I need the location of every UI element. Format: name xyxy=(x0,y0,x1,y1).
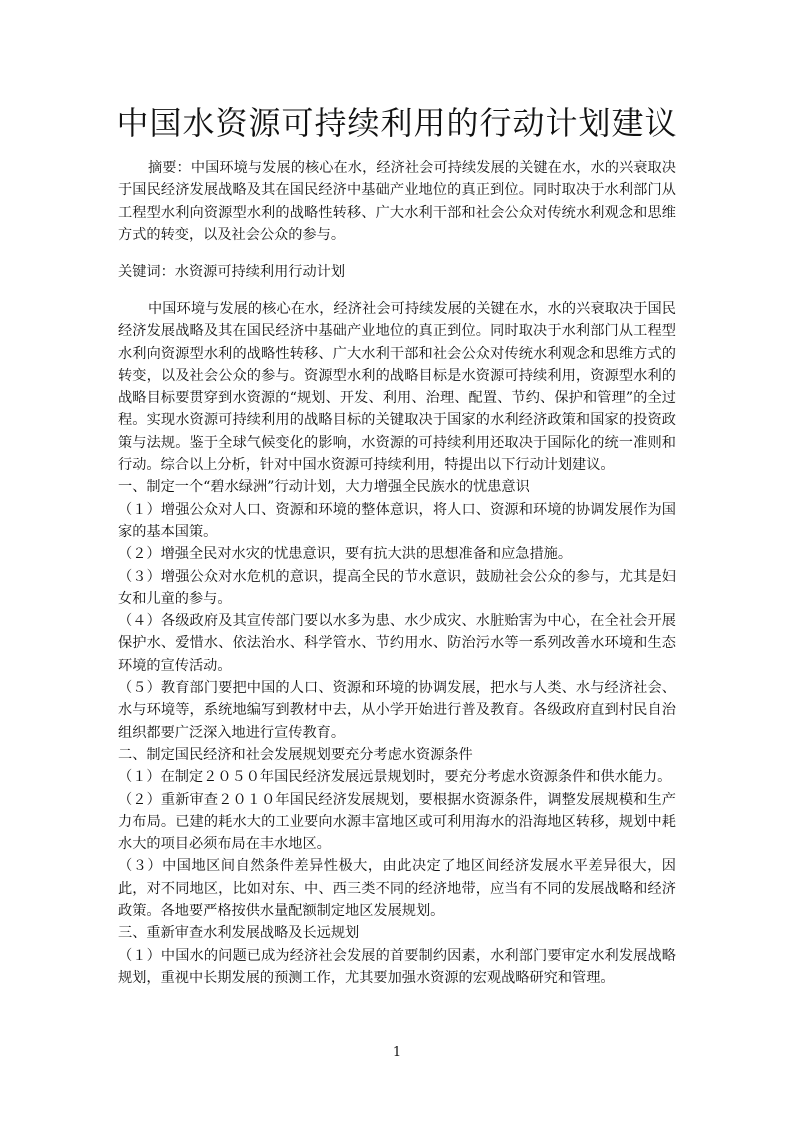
section-heading: 二、制定国民经济和社会发展规划要充分考虑水资源条件 xyxy=(118,746,473,763)
page-number: 1 xyxy=(392,1045,402,1060)
list-item: （２）增强全民对水灾的忧患意识，要有抗大洪的思想准备和应急措施。 xyxy=(118,546,573,563)
list-item: （１）增强公众对人口、资源和环境的整体意识，将人口、资源和环境的协调发展作为国家的基本国策。 xyxy=(118,501,676,540)
list-item: （２）重新审查２０１０年国民经济发展规划，要根据水资源条件，调整发展规模和生产力布局。已建的耗水大的工业要向水源丰富地区或可利用海水的沿海地区转移，规划中耗水大的项目必须布局在丰水地区。 xyxy=(118,791,676,853)
keywords-line: 关键词：水资源可持续利用行动计划 xyxy=(118,264,346,280)
intro-paragraph: 中国环境与发展的核心在水，经济社会可持续发展的关键在水，水的兴衰取决于国民经济发展战略及其在国民经济中基础产业地位的真正到位。同时取决于水利部门从工程型水利向资源型水利的战略性转移、广大水利干部和社会公众对传统水利观念和思维方式的转变，以及社会公众的参与。资源型水利的战略目标是水资源可持续利用，资源型水利的战略目标要贯穿到水资源的“规划、开发、利用、治理、配置、节约、保护和管理”的全过程。实现水资源可持续利用的战略目标的关键取决于国家的水利经济政策和国家的投资政策与法规。鉴于全球气候变化的影响，水资源的可持续利用还取决于国际化的统一准则和行动。综合以上分析，针对中国水资源可持续利用，特提出以下行动计划建议。 xyxy=(118,301,676,474)
section-heading: 三、重新审查水利发展战略及长远规划 xyxy=(118,925,360,942)
section-heading: 一、制定一个“碧水绿洲”行动计划，大力增强全民族水的忧患意识 xyxy=(118,479,530,496)
list-item: （３）中国地区间自然条件差异性极大，由此决定了地区间经济发展水平差异很大，因此，对不同地区，比如对东、中、西三类不同的经济地带，应当有不同的发展战略和经济政策。各地要严格按供水量配额制定地区发展规划。 xyxy=(118,858,676,920)
list-item: （１）中国水的问题已成为经济社会发展的首要制约因素，水利部门要审定水利发展战略规划，重视中长期发展的预测工作，尤其要加强水资源的宏观战略研究和管理。 xyxy=(118,947,676,986)
document-title: 中国水资源可持续利用的行动计划建议 xyxy=(116,104,678,142)
list-item: （４）各级政府及其宣传部门要以水多为患、水少成灾、水脏贻害为中心，在全社会开展保护水、爱惜水、依法治水、科学管水、节约用水、防治污水等一系列改善水环境和生态环境的宣传活动。 xyxy=(118,613,676,674)
abstract-paragraph: 摘要：中国环境与发展的核心在水，经济社会可持续发展的关键在水，水的兴衰取决于国民经济发展战略及其在国民经济中基础产业地位的真正到位。同时取决于水利部门从工程型水利向资源型水利的战略性转移、广大水利干部和社会公众对传统水利观念和思维方式的转变，以及社会公众的参与。 xyxy=(118,160,676,243)
list-item: （３）增强公众对水危机的意识，提高全民的节水意识，鼓励社会公众的参与，尤其是妇女和儿童的参与。 xyxy=(118,568,676,607)
list-item: （５）教育部门要把中国的人口、资源和环境的协调发展，把水与人类、水与经济社会、水与环境等，系统地编写到教材中去，从小学开始进行普及教育。各级政府直到村民自治组织都要广泛深入地进行宣传教育。 xyxy=(118,680,676,741)
list-item: （１）在制定２０５０年国民经济发展远景规划时，要充分考虑水资源条件和供水能力。 xyxy=(118,769,672,786)
body-text xyxy=(118,298,676,989)
